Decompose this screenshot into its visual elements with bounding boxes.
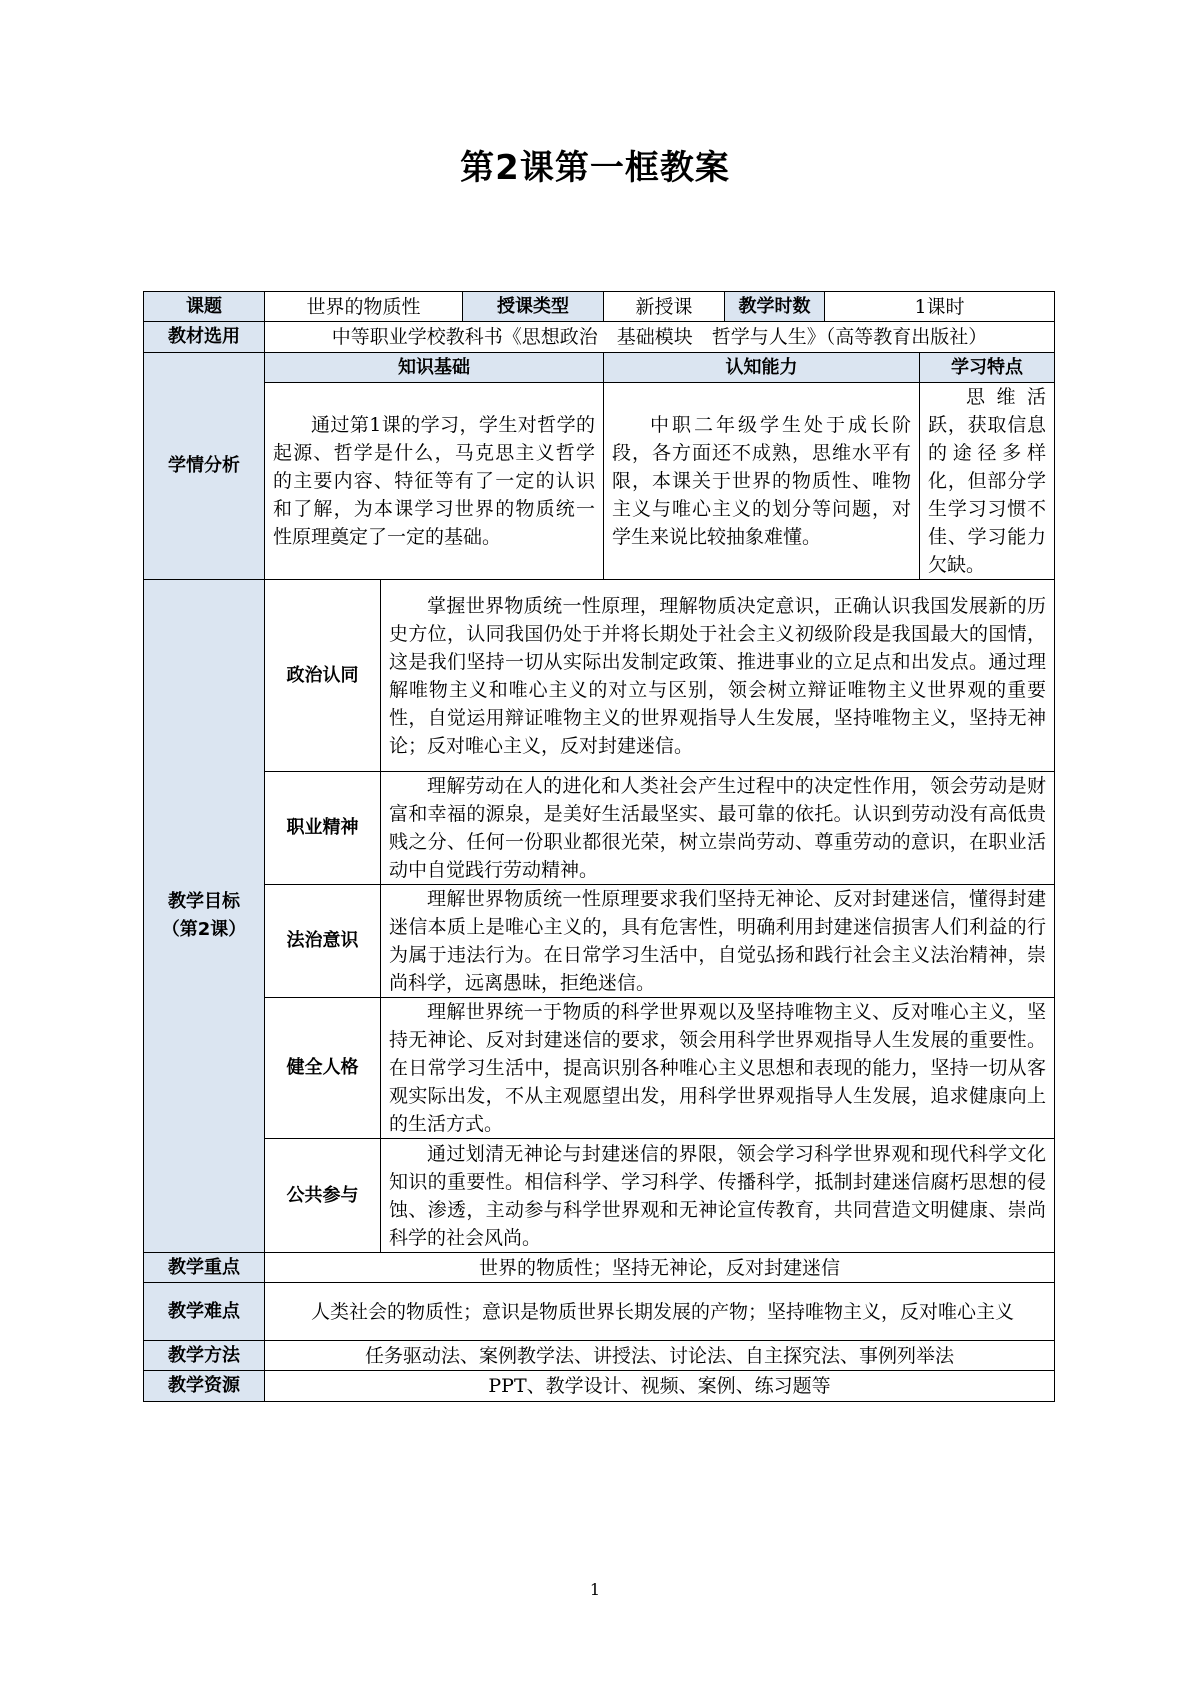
row-key-point (144, 1253, 1055, 1283)
topic-label: 课题 (144, 292, 265, 322)
row-analysis-headers (144, 353, 1055, 383)
method-value: 任务驱动法、案例教学法、讲授法、讨论法、自主探究法、事例列举法 (265, 1341, 1055, 1371)
hours-label: 教学时数 (725, 292, 825, 322)
row-resource (144, 1371, 1055, 1402)
topic-value: 世界的物质性 (265, 292, 463, 322)
goals-label: 教学目标 (168, 891, 240, 912)
lesson-plan-table (143, 291, 1055, 1402)
type-value: 新授课 (604, 292, 725, 322)
method-label: 教学方法 (144, 1341, 265, 1371)
hours-value: 1课时 (825, 292, 1055, 322)
row-analysis-content (144, 383, 1055, 580)
row-method (144, 1341, 1055, 1371)
textbook-value: 中等职业学校教科书《思想政治 基础模块 哲学与人生》（高等教育出版社） (265, 322, 1055, 353)
goal-text: 通过划清无神论与封建迷信的界限，领会学习科学世界观和现代科学文化知识的重要性。相信科学、学习科学、传播科学，抵制封建迷信腐朽思想的侵蚀、渗透，主动参与科学世界观和无神论宣传教育，共同营造文明健康、崇尚科学的社会风尚。 (389, 1142, 1047, 1249)
goals-label-cell (144, 580, 265, 1253)
goal-text: 理解劳动在人的进化和人类社会产生过程中的决定性作用，领会劳动是财富和幸福的源泉，是美好生活最坚实、最可靠的依托。认识到劳动没有高低贵贱之分、任何一份职业都很光荣，树立崇尚劳动、尊重劳动的意识，在职业活动中自觉践行劳动精神。 (389, 775, 1047, 881)
row-goal-4 (144, 998, 1055, 1139)
analysis-knowledge-text: 通过第1课的学习，学生对哲学的起源、哲学是什么，马克思主义哲学的主要内容、特征等有了一定的认识和了解，为本课学习世界的物质统一性原理奠定了一定的基础。 (273, 414, 596, 548)
textbook-label: 教材选用 (144, 322, 265, 353)
page-title: 第2课第一框教案 (460, 148, 730, 188)
row-goal-2 (144, 772, 1055, 885)
type-label: 授课类型 (463, 292, 604, 322)
row-difficulty (144, 1283, 1055, 1341)
analysis-label: 学情分析 (144, 353, 265, 580)
row-topic (144, 292, 1055, 322)
row-goal-1 (144, 580, 1055, 772)
key-label: 教学重点 (144, 1253, 265, 1283)
analysis-header-cognition: 认知能力 (604, 353, 920, 383)
key-value: 世界的物质性；坚持无神论，反对封建迷信 (265, 1253, 1055, 1283)
goal-text: 掌握世界物质统一性原理，理解物质决定意识，正确认识我国发展新的历史方位，认同我国仍处于并将长期处于社会主义初级阶段是我国最大的国情，这是我们坚持一切从实际出发制定政策、推进事业的立足点和出发点。通过理解唯物主义和唯心主义的对立与区别，领会树立辩证唯物主义世界观的重要性，自觉运用辩证唯物主义的世界观指导人生发展，坚持唯物主义，坚持无神论；反对唯心主义，反对封建迷信。 (389, 594, 1047, 757)
goal-name: 健全人格 (265, 998, 381, 1139)
goal-text: 理解世界物质统一性原理要求我们坚持无神论、反对封建迷信，懂得封建迷信本质上是唯心主义的，具有危害性，明确利用封建迷信损害人们利益的行为属于违法行为。在日常学习生活中，自觉弘扬和践行社会主义法治精神，崇尚科学，远离愚昧，拒绝迷信。 (389, 888, 1047, 994)
goals-sublabel: （第2课） (161, 919, 247, 940)
row-goal-3 (144, 885, 1055, 998)
analysis-cognition-text: 中职二年级学生处于成长阶段，各方面还不成熟，思维水平有限，本课关于世界的物质性、唯物主义与唯心主义的划分等问题，对学生来说比较抽象难懂。 (612, 414, 912, 548)
goal-text: 理解世界统一于物质的科学世界观以及坚持唯物主义、反对唯心主义，坚持无神论、反对封建迷信的要求，领会用科学世界观指导人生发展的重要性。在日常学习生活中，提高识别各种唯心主义思想和表现的能力，坚持一切从客观实际出发，不从主观愿望出发，用科学世界观指导人生发展，追求健康向上的生活方式。 (389, 1001, 1047, 1135)
row-goal-5 (144, 1139, 1055, 1253)
resource-value: PPT、教学设计、视频、案例、练习题等 (265, 1371, 1055, 1402)
analysis-header-knowledge: 知识基础 (265, 353, 604, 383)
goal-name: 政治认同 (265, 580, 381, 772)
goal-name: 职业精神 (265, 772, 381, 885)
difficulty-label: 教学难点 (144, 1283, 265, 1341)
row-textbook (144, 322, 1055, 353)
goal-name: 公共参与 (265, 1139, 381, 1253)
goal-name: 法治意识 (265, 885, 381, 998)
analysis-learning-text: 思维活跃，获取信息的途径多样化，但部分学生学习习惯不佳、学习能力欠缺。 (928, 386, 1047, 576)
difficulty-value: 人类社会的物质性；意识是物质世界长期发展的产物；坚持唯物主义，反对唯心主义 (311, 1300, 1015, 1323)
resource-label: 教学资源 (144, 1371, 265, 1402)
analysis-header-learning: 学习特点 (920, 353, 1055, 383)
page-number: 1 (589, 1580, 601, 1599)
